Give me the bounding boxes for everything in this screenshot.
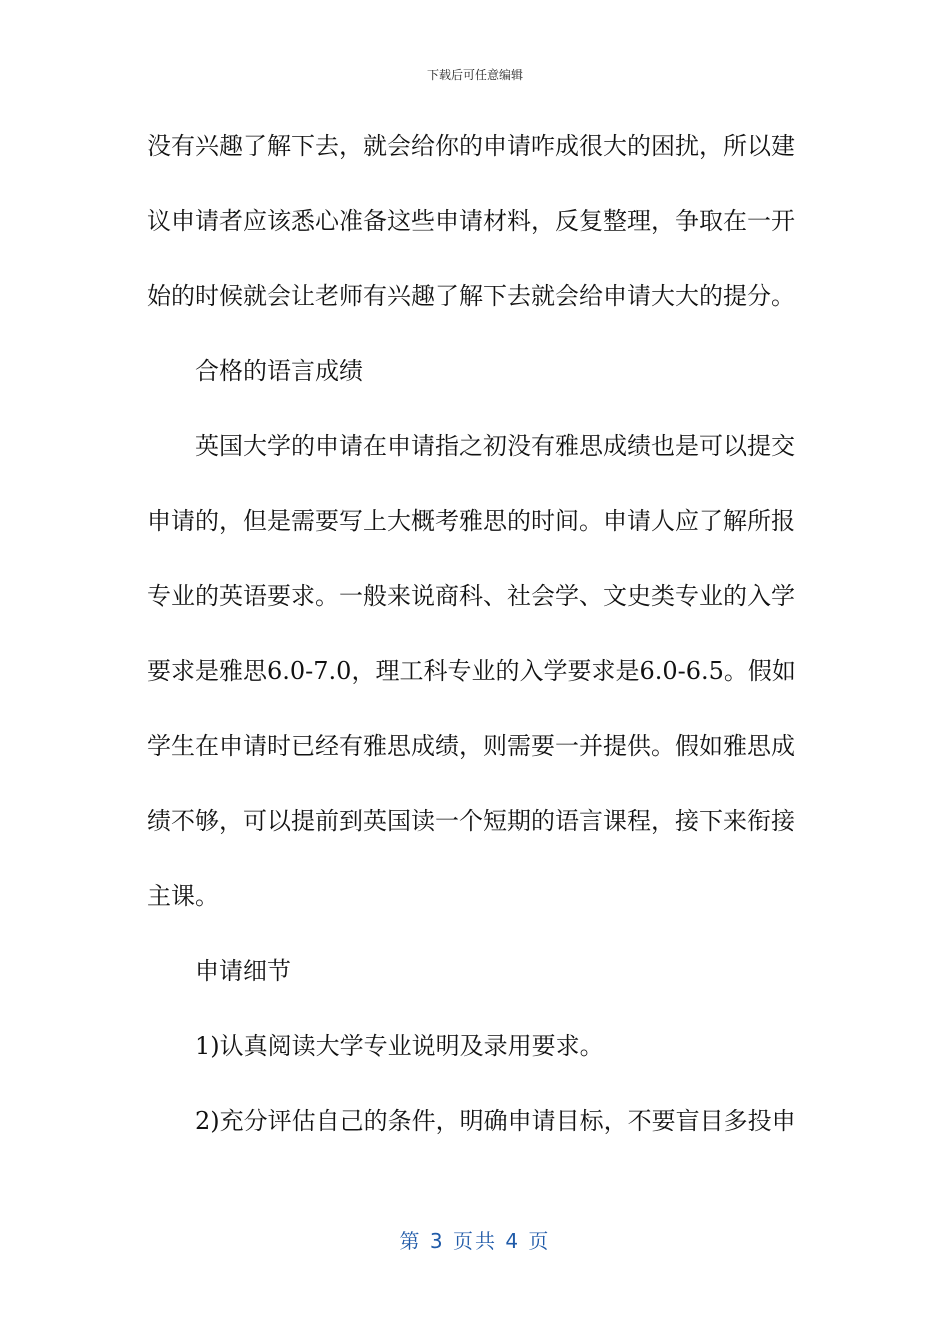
body-line-6: 申请的，但是需要写上大概考雅思的时间。申请人应了解所报	[147, 507, 795, 535]
body-line-1: 没有兴趣了解下去，就会给你的申请咋成很大的困扰，所以建	[147, 132, 795, 160]
section-heading-language: 合格的语言成绩	[195, 357, 363, 385]
body-line-3: 始的时候就会让老师有兴趣了解下去就会给申请大大的提分。	[147, 282, 795, 310]
body-line-5: 英国大学的申请在申请指之初没有雅思成绩也是可以提交	[195, 432, 795, 460]
list-item-2: 2)充分评估自己的条件，明确申请目标，不要盲目多投申	[195, 1107, 796, 1135]
document-body	[147, 121, 807, 1171]
section-heading-details: 申请细节	[195, 957, 291, 985]
body-line-9: 学生在申请时已经有雅思成绩，则需要一并提供。假如雅思成	[147, 732, 795, 760]
body-line-2: 议申请者应该悉心准备这些申请材料，反复整理，争取在一开	[147, 207, 795, 235]
page-header: 下载后可任意编辑	[426, 68, 523, 82]
body-line-7: 专业的英语要求。一般来说商科、社会学、文史类专业的入学	[147, 582, 795, 610]
list-item-1: 1)认真阅读大学专业说明及录用要求。	[195, 1032, 604, 1060]
page-footer: 第 3 页共 4 页	[399, 1229, 551, 1253]
body-line-8: 要求是雅思6.0-7.0，理工科专业的入学要求是6.0-6.5。假如	[147, 657, 796, 685]
body-line-11: 主课。	[147, 882, 219, 910]
body-line-10: 绩不够，可以提前到英国读一个短期的语言课程，接下来衔接	[147, 807, 795, 835]
